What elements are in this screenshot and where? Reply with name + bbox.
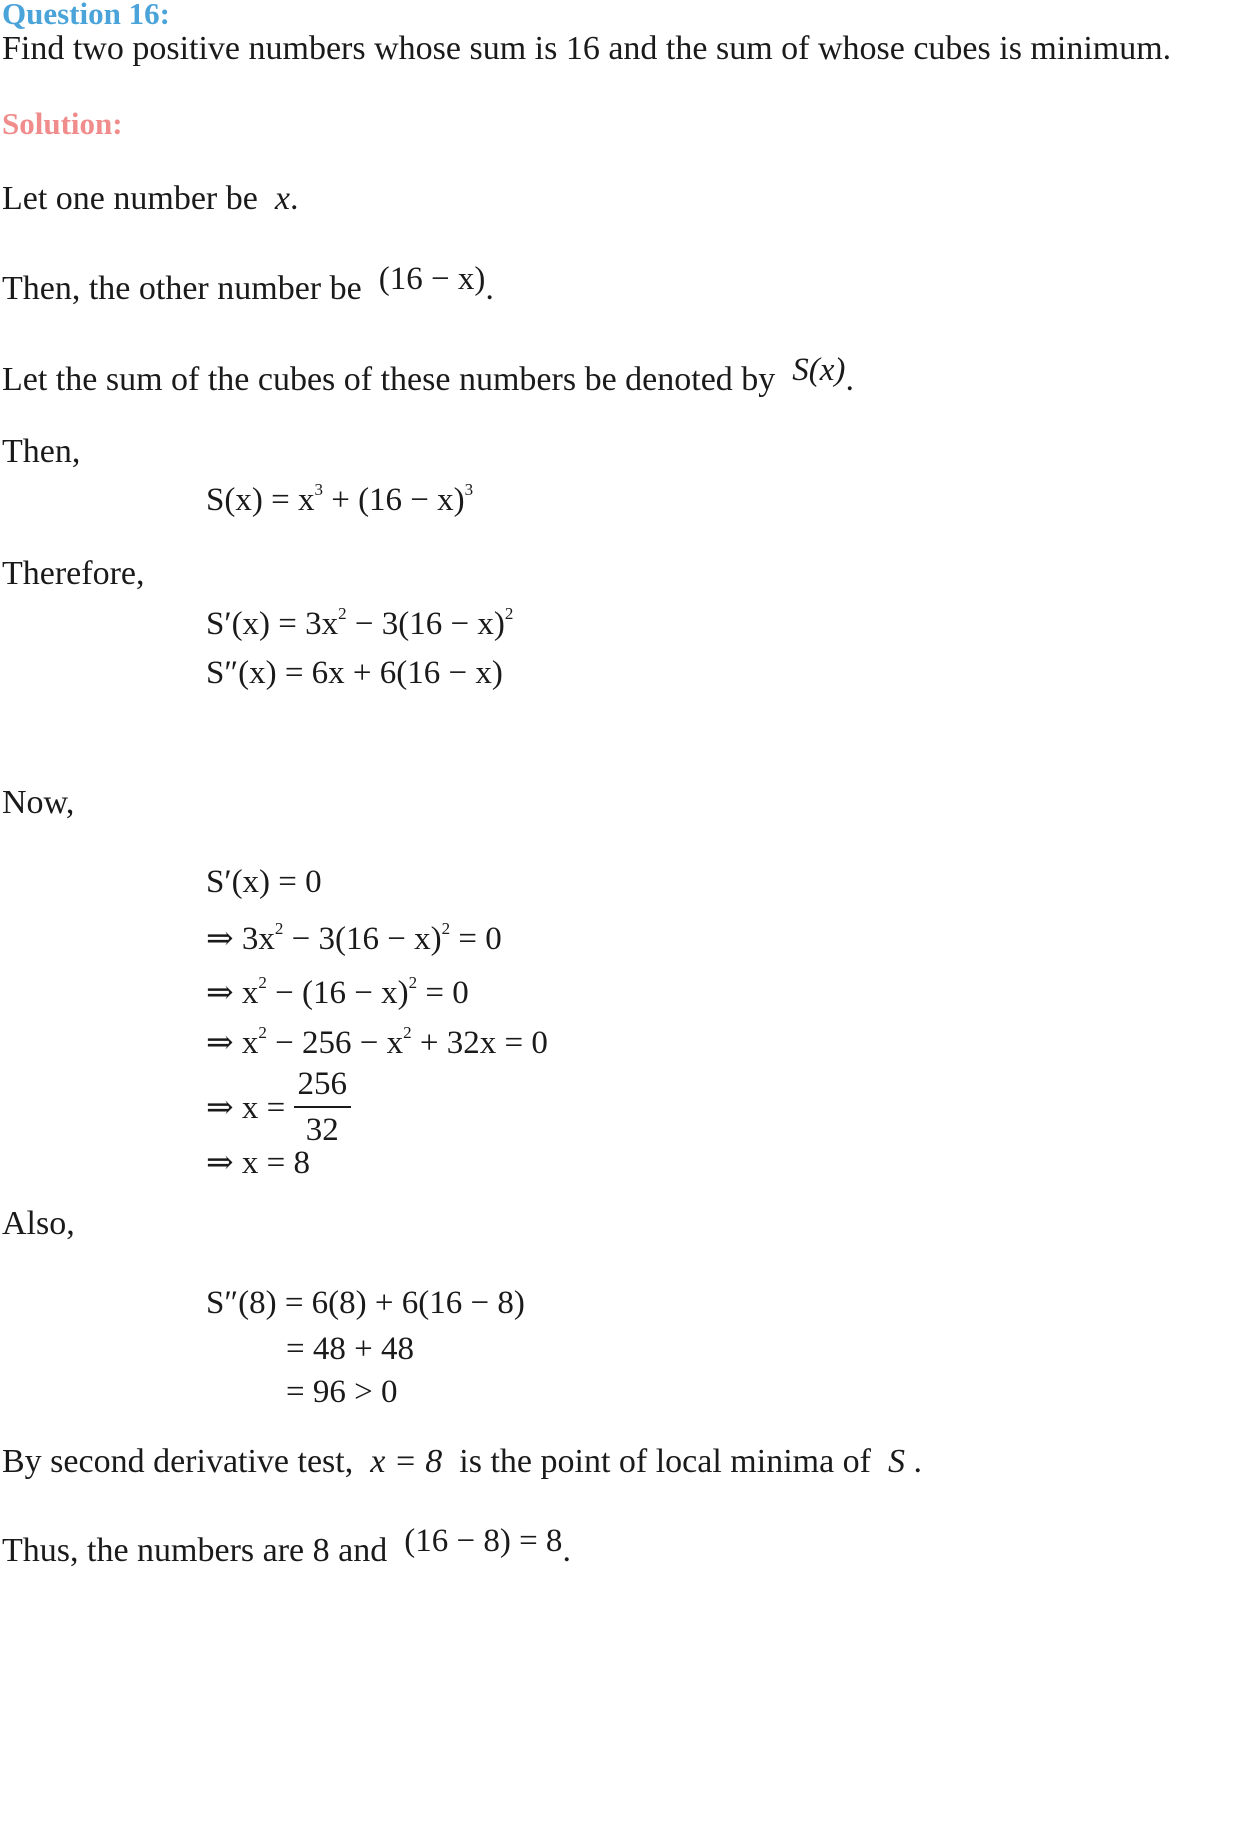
d1-lhs: S′(x) = 3x: [206, 606, 339, 642]
solution-heading: Solution:: [2, 106, 123, 141]
n2-exp1: 2: [274, 919, 284, 938]
d1-exp1: 2: [338, 604, 347, 623]
second-derivative: S″(x) = 6x + 6(16 − x): [206, 655, 503, 691]
also-label: Also,: [2, 1205, 75, 1242]
test-end: .: [913, 1443, 922, 1480]
other-number-expr: (16 − x): [378, 261, 486, 297]
sum-of-cubes-def: [2, 352, 854, 399]
final-expr: (16 − 8) = 8: [404, 1523, 563, 1559]
step-fraction: [206, 1062, 351, 1152]
n3-a: ⇒ x: [206, 975, 259, 1011]
n4-b: − 256 − x: [266, 1025, 404, 1061]
n2-a: ⇒ 3x: [206, 921, 275, 957]
n3-c: = 0: [417, 975, 469, 1011]
d1-mid: − 3(16 − x): [346, 606, 505, 642]
d1-exp2: 2: [504, 604, 514, 623]
other-number: [2, 261, 494, 308]
eq1-lhs: S(x) = x: [206, 482, 315, 518]
now-label: Now,: [2, 784, 75, 821]
sum-of-cubes-expr: S(x): [792, 352, 846, 388]
test-pre: By second derivative test,: [2, 1443, 354, 1480]
n4-a: ⇒ x: [206, 1025, 259, 1061]
sum-of-cubes-end: .: [845, 361, 854, 398]
eq1-mid: + (16 − x): [322, 482, 465, 518]
n3-exp1: 2: [258, 973, 267, 992]
eq1-exp1: 3: [314, 480, 323, 499]
final-end: .: [562, 1532, 571, 1569]
equation-s-of-x: [206, 482, 473, 519]
question-title: Question 16:: [2, 0, 170, 31]
step-set-zero: S′(x) = 0: [206, 864, 322, 900]
n5-a: ⇒ x =: [206, 1090, 294, 1126]
first-derivative: [206, 606, 513, 643]
final-text: Thus, the numbers are 8 and: [2, 1532, 388, 1569]
let-one-number-text: Let one number be: [2, 180, 258, 217]
step-expand-2: [206, 972, 469, 1012]
fraction-numerator: 256: [294, 1062, 352, 1108]
n2-c: = 0: [450, 921, 502, 957]
n4-c: + 32x = 0: [411, 1025, 548, 1061]
result-96: = 96 > 0: [286, 1374, 398, 1410]
therefore-label: Therefore,: [2, 555, 145, 592]
step-result: ⇒ x = 8: [206, 1145, 311, 1181]
fraction: [294, 1062, 352, 1152]
test-expr: x = 8: [370, 1443, 443, 1480]
test-var: S: [888, 1443, 905, 1480]
n2-b: − 3(16 − x): [283, 921, 442, 957]
let-one-number: [2, 180, 298, 218]
second-derivative-at-8: S″(8) = 6(8) + 6(16 − 8): [206, 1285, 525, 1321]
other-number-text: Then, the other number be: [2, 270, 362, 307]
second-derivative-test: [2, 1443, 922, 1481]
sum-48: = 48 + 48: [286, 1331, 414, 1367]
final-answer: [2, 1523, 571, 1570]
n4-exp1: 2: [258, 1023, 267, 1042]
then-label: Then,: [2, 433, 81, 470]
other-number-end: .: [485, 270, 494, 307]
n3-b: − (16 − x): [266, 975, 409, 1011]
n3-exp2: 2: [408, 973, 418, 992]
test-post: is the point of local minima of: [459, 1443, 871, 1480]
let-one-number-var: x: [274, 180, 290, 217]
fraction-denominator: 32: [305, 1112, 339, 1148]
n2-exp2: 2: [441, 919, 451, 938]
let-one-number-end: .: [289, 180, 299, 217]
eq1-exp2: 3: [464, 480, 474, 499]
question-text: Find two positive numbers whose sum is 16 and the sum of whose cubes is minimum.: [2, 30, 1172, 67]
sum-of-cubes-text: Let the sum of the cubes of these numbers be denoted by: [2, 361, 776, 398]
n4-exp2: 2: [403, 1023, 412, 1042]
step-expand-1: [206, 918, 502, 958]
step-expand-3: [206, 1022, 548, 1062]
